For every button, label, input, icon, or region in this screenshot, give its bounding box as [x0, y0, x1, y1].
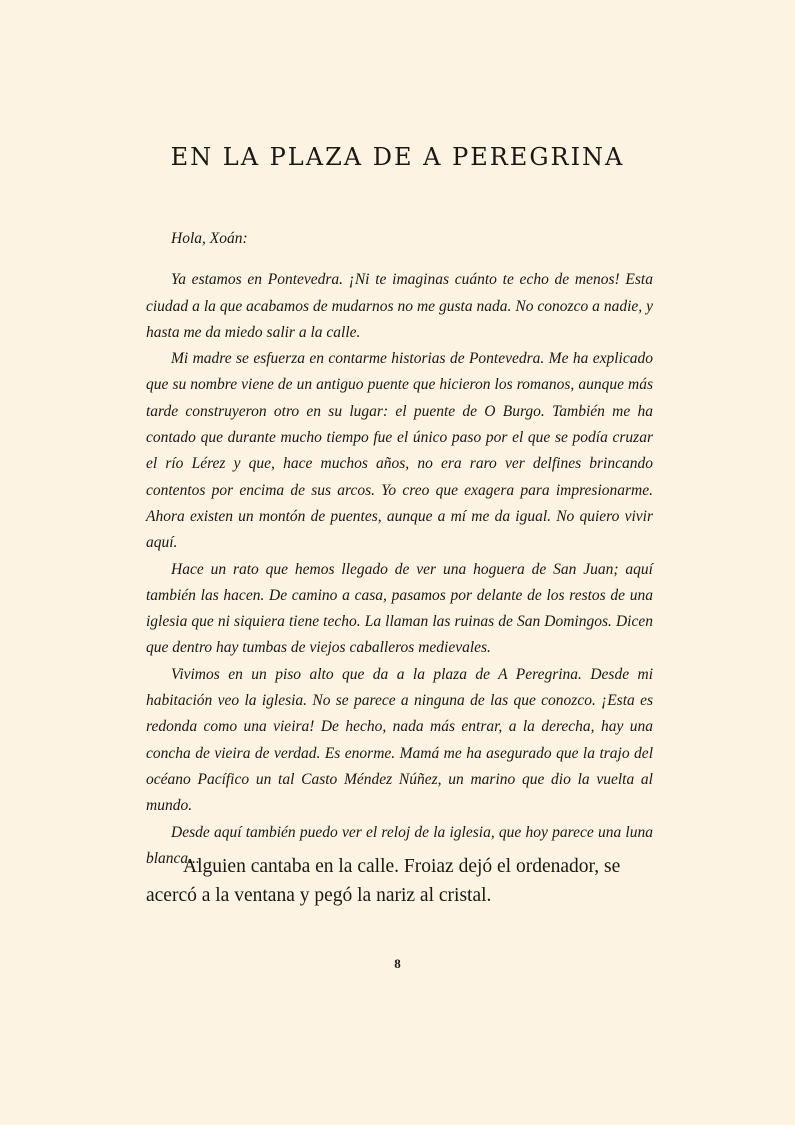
- narrative-paragraph: Alguien cantaba en la calle. Froiaz dejó el ordenador, se acercó a la ventana y pegó la nariz al cristal.: [146, 856, 621, 906]
- letter-greeting: Hola, Xoán:: [171, 230, 248, 247]
- letter-paragraph: Hace un rato que hemos llegado de ver una hoguera de San Juan; aquí también las hacen. De camino a casa, pasamos por delante de los restos de una iglesia que ni siquiera tiene techo. La llaman las ruinas de San Domingos. Dicen que dentro hay tumbas de viejos caballeros medievales.: [146, 560, 653, 657]
- chapter-title: EN LA PLAZA DE A PEREGRINA: [170, 143, 625, 171]
- letter-paragraph: Ya estamos en Pontevedra. ¡Ni te imaginas cuánto te echo de menos! Esta ciudad a la que acabamos de mudarnos no me gusta nada. No conozco a nadie, y hasta me da miedo salir a la calle.: [146, 271, 653, 341]
- letter-paragraph: Desde aquí también puedo ver el reloj de la iglesia, que hoy parece una luna blanca...: [146, 823, 653, 867]
- letter-block: [146, 226, 653, 872]
- letter-paragraph: Mi madre se esfuerza en contarme historias de Pontevedra. Me ha explicado que su nombre viene de un antiguo puente que hicieron los romanos, aunque más tarde construyeron otro en su lugar: el puente de O Burgo. También me ha contado que durante mucho tiempo fue el único paso por el que se podía cruzar el río Lérez y que, hace muchos años, no era raro ver delfines brincando contentos por encima de sus arcos. Yo creo que exagera para impresionarme. Ahora existen un montón de puentes, aunque a mí me da igual. No quiero vivir aquí.: [146, 350, 653, 552]
- page-number: 8: [394, 956, 401, 971]
- letter-paragraph: Vivimos en un piso alto que da a la plaza de A Peregrina. Desde mi habitación veo la iglesia. No se parece a ninguna de las que conozco. ¡Esta es redonda como una vieira! De hecho, nada más entrar, a la derecha, hay una concha de vieira de verdad. Es enorme. Mamá me ha asegurado que la trajo del océano Pacífico un tal Casto Méndez Núñez, un marino que dio la vuelta al mundo.: [146, 665, 653, 815]
